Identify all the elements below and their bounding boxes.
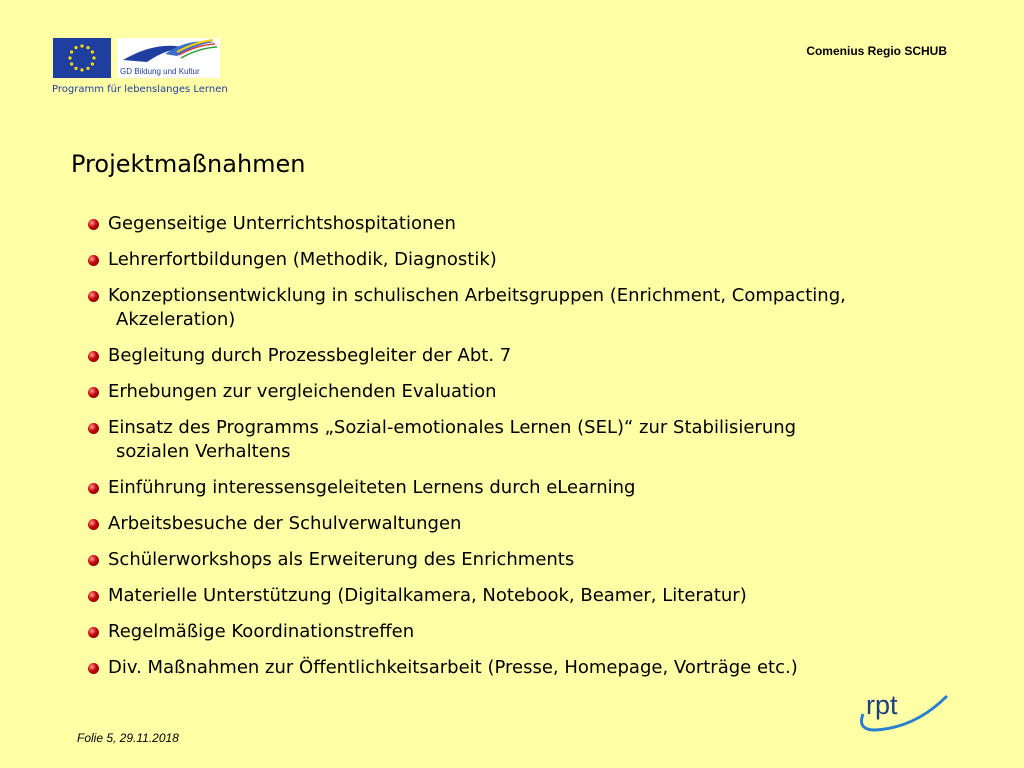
list-item-text: Einführung interessensgeleiteten Lernens durch eLearning xyxy=(108,477,636,498)
bullet-icon xyxy=(88,663,99,674)
bullet-icon xyxy=(88,627,99,638)
list-item-continuation: sozialen Verhaltens xyxy=(116,441,291,462)
list-item xyxy=(88,416,968,464)
bullet-icon xyxy=(88,351,99,362)
list-item-text: Begleitung durch Prozessbegleiter der Abt. 7 xyxy=(108,345,512,366)
bullet-icon xyxy=(88,591,99,602)
list-item-text: Arbeitsbesuche der Schulverwaltungen xyxy=(108,513,462,534)
eu-program-logo xyxy=(51,36,226,98)
list-item xyxy=(88,548,968,572)
list-item-text: Div. Maßnahmen zur Öffentlichkeitsarbeit (Presse, Homepage, Vorträge etc.) xyxy=(108,657,798,678)
eu-flag-icon xyxy=(53,38,111,78)
slide-footer: Folie 5, 29.11.2018 xyxy=(77,731,179,745)
bullet-icon xyxy=(88,291,99,302)
bullet-icon xyxy=(88,219,99,230)
list-item xyxy=(88,620,968,644)
list-item xyxy=(88,656,968,680)
list-item-text: Lehrerfortbildungen (Methodik, Diagnostik) xyxy=(108,249,497,270)
list-item-text: Regelmäßige Koordinationstreffen xyxy=(108,621,415,642)
org-title: Comenius Regio SCHUB xyxy=(806,44,947,58)
list-item xyxy=(88,344,968,368)
list-item xyxy=(88,584,968,608)
bullet-icon xyxy=(88,555,99,566)
list-item xyxy=(88,248,968,272)
program-text: Programm für lebenslanges Lernen xyxy=(52,84,228,95)
list-item-text: Gegenseitige Unterrichtshospitationen xyxy=(108,213,456,234)
list-item-text: Konzeptionsentwicklung in schulischen Arbeitsgruppen (Enrichment, Compacting, xyxy=(108,285,846,306)
bullet-icon xyxy=(88,483,99,494)
rpt-logo-text: rpt xyxy=(866,690,898,720)
list-item-text: Einsatz des Programms „Sozial-emotionales Lernen (SEL)“ zur Stabilisierung xyxy=(108,417,797,438)
gd-bildung-logo xyxy=(117,38,220,78)
gd-bildung-text: GD Bildung und Kultur xyxy=(120,67,200,76)
bullet-icon xyxy=(88,519,99,530)
list-item xyxy=(88,512,968,536)
list-item xyxy=(88,284,968,332)
list-item xyxy=(88,476,968,500)
list-item xyxy=(88,380,968,404)
bullet-icon xyxy=(88,423,99,434)
bullet-icon xyxy=(88,387,99,398)
list-item-text: Schülerworkshops als Erweiterung des Enrichments xyxy=(108,549,575,570)
bullet-icon xyxy=(88,255,99,266)
list-item xyxy=(88,212,968,236)
list-item-text: Erhebungen zur vergleichenden Evaluation xyxy=(108,381,497,402)
page-title: Projektmaßnahmen xyxy=(71,150,306,178)
rpt-logo xyxy=(855,690,955,740)
bullet-list xyxy=(88,212,968,692)
list-item-text: Materielle Unterstützung (Digitalkamera, Notebook, Beamer, Literatur) xyxy=(108,585,747,606)
list-item-continuation: Akzeleration) xyxy=(116,309,236,330)
